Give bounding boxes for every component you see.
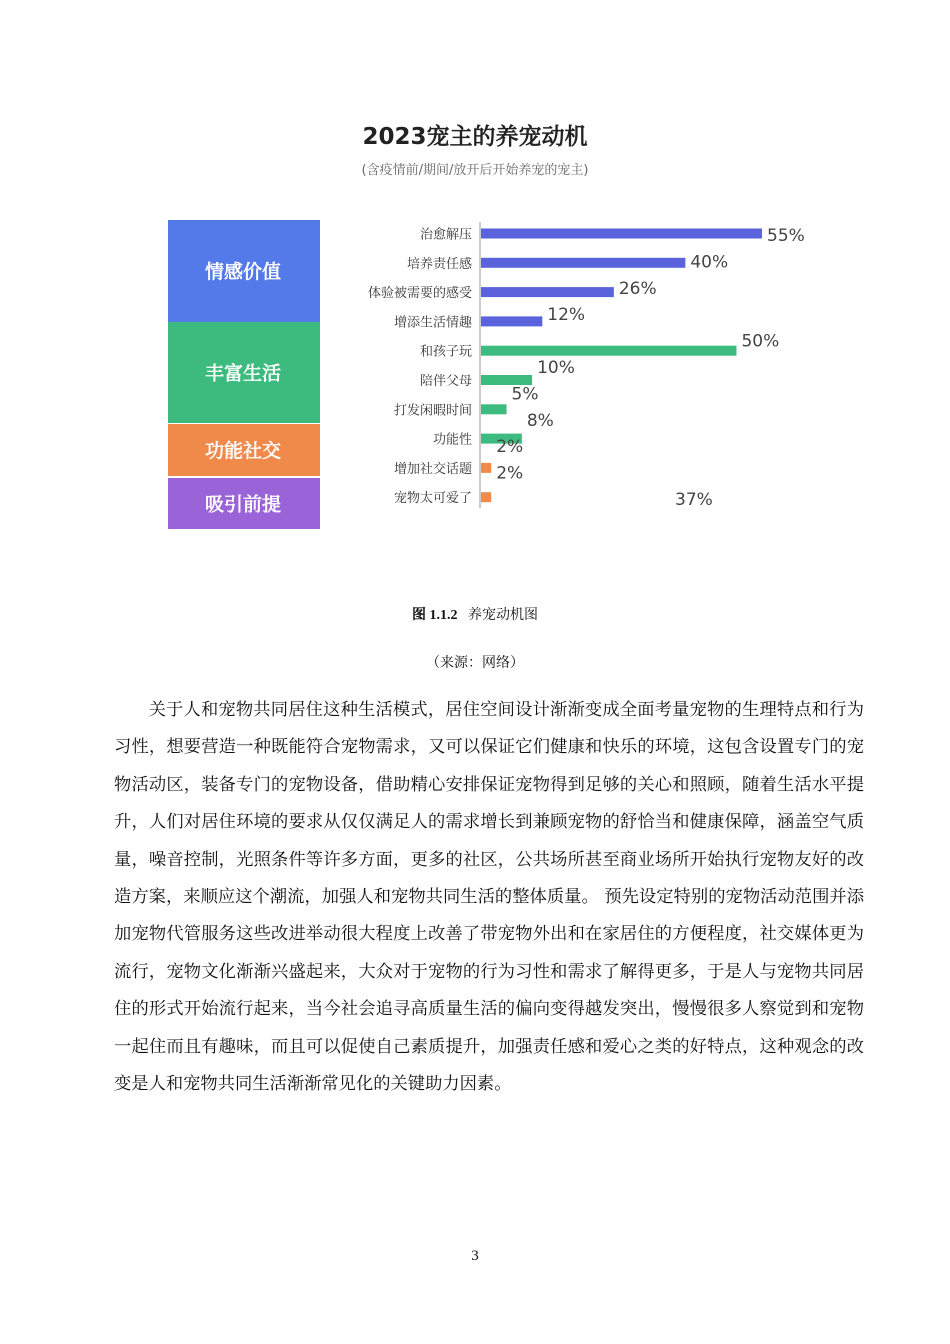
- page-number: 3: [471, 1248, 479, 1264]
- category-label: 和孩子玩: [419, 344, 472, 360]
- group-label: 丰富生活: [204, 362, 282, 385]
- group-label: 情感价值: [204, 261, 282, 283]
- value-label: 5%: [511, 384, 539, 405]
- category-label: 增加社交话题: [393, 461, 472, 477]
- value-label: 8%: [526, 410, 554, 431]
- value-label: 12%: [547, 305, 586, 326]
- figure-caption: [0, 604, 950, 624]
- category-label: 治愈解压: [419, 227, 472, 243]
- bar: [481, 492, 491, 502]
- bars: [368, 226, 805, 510]
- bar: [481, 346, 736, 356]
- figure-caption-number: 图 1.1.2: [412, 608, 458, 623]
- group-label: 功能社交: [204, 440, 282, 462]
- value-label: 50%: [741, 331, 780, 352]
- category-groups: [168, 220, 320, 529]
- bar: [481, 287, 614, 297]
- category-label: 增添生活情趣: [393, 315, 472, 331]
- bar: [481, 229, 762, 239]
- value-label: 2%: [496, 463, 524, 484]
- bar: [481, 258, 685, 268]
- value-label: 37%: [675, 490, 713, 510]
- chart-title: 2023宠主的养宠动机: [362, 124, 588, 150]
- category-label: 体验被需要的感受: [367, 286, 472, 302]
- body-paragraph: 关于人和宠物共同居住这种生活模式，居住空间设计渐渐变成全面考量宠物的生理特点和行为习性，想要营造一种既能符合宠物需求，又可以保证它们健康和快乐的环境，这包含设置专门的宠物活动区，装备专门的宠物设备，借助精心安排保证宠物得到足够的关心和照顾，随着生活水平提升，人们对居住环境的要求从仅仅满足人的需求增长到兼顾宠物的舒恰当和健康保障，涵盖空气质量，噪音控制，光照条件等许多方面，更多的社区，公共场所甚至商业场所开始执行宠物友好的改造方案，来顺应这个潮流，加强人和宠物共同生活的整体质量。 预先设定特别的宠物活动范围并添加宠物代管服务这些改进举动很大程度上改善了带宠物外出和在家居住的方便程度，社交媒体更为流行，宠物文化渐渐兴盛起来，大众对于宠物的行为习性和需求了解得更多，于是人与宠物共同居住的形式开始流行起来，当今社会追寻高质量生活的偏向变得越发突出，慢慢很多人察觉到和宠物一起住而且有趣味，而且可以促使自己素质提升，加强责任感和爱心之类的好特点，这种观念的改变是人和宠物共同生活渐渐常见化的关键助力因素。: [114, 700, 864, 1095]
- value-label: 10%: [537, 358, 575, 378]
- motivation-bar-chart: [0, 0, 950, 560]
- bar: [481, 463, 491, 473]
- figure-source: （来源：网络）: [426, 655, 524, 671]
- figure-caption-text: 养宠动机图: [467, 607, 538, 623]
- bar: [481, 404, 507, 414]
- category-label: 陪伴父母: [419, 374, 472, 389]
- category-label: 功能性: [432, 432, 472, 448]
- category-label: 宠物太可爱了: [393, 491, 472, 507]
- category-label: 打发闲暇时间: [393, 403, 472, 419]
- chart-subtitle: (含疫情前/期间/放开后开始养宠的宠主): [361, 163, 589, 178]
- value-label: 26%: [618, 278, 657, 299]
- category-label: 培养责任感: [406, 256, 472, 272]
- value-label: 55%: [767, 226, 805, 246]
- group-label: 吸引前提: [204, 493, 282, 516]
- value-label: 40%: [690, 252, 729, 273]
- value-label: 2%: [496, 437, 524, 458]
- bar: [481, 316, 542, 326]
